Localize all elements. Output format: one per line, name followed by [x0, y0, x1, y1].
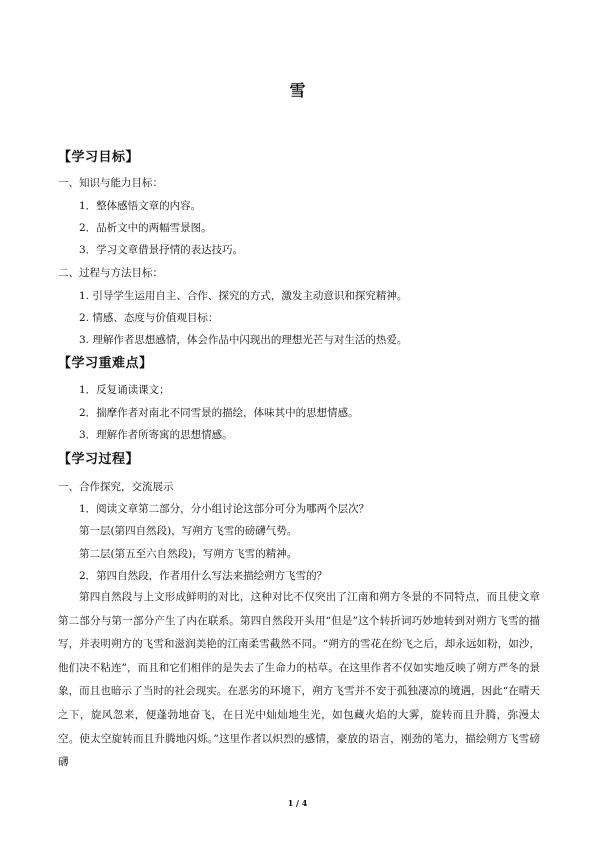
process-subheading-1: 一、合作探究，交流展示: [58, 481, 174, 493]
goals-item-2: 2．品析文中的两幅雪景图。: [79, 222, 212, 234]
goals-item-6: 3. 理解作者思想感情，体会作品中闪现出的理想光芒与对生活的热爱。: [79, 334, 408, 346]
goals-item-1: 1．整体感悟文章的内容。: [79, 200, 202, 212]
keypoints-item-2: 2．揣摩作者对南北不同雪景的描绘，体味其中的思想情感。: [79, 407, 359, 419]
goals-item-4: 1. 引导学生运用自主、合作、探究的方式，激发主动意识和探究精神。: [79, 290, 408, 302]
goals-subheading-1: 一、知识与能力目标：: [58, 177, 163, 189]
process-body-paragraph: 第四自然段与上文形成鲜明的对比，这种对比不仅突出了江南和朔方冬景的不同特点，而且使文章第二部分与第一部分产生了内在联系。第四自然段开头用“但是”这个转折词巧妙地转到对朔方飞雪的描写，并表明朔方的飞雪和滋润美艳的江南柔雪截然不同。“朔方的雪花在纷飞之后，却永远如粉，如沙，他们决不粘连”，而且和它们相伴的是失去了生命力的枯草。在这里作者不仅如实地反映了朔方严冬的景象，而且也暗示了当时的社会现实。在恶劣的环境下，朔方飞雪并不安于孤独凄凉的境遇，因此“在晴天之下，旋风忽来，便蓬勃地奋飞，在日光中灿灿地生光，如包藏火焰的大雾，旋转而且升腾，弥漫太空。使太空旋转而且升腾地闪烁。”这里作者以炽烈的感情，豪放的语言，刚劲的笔力，描绘朔方飞雪磅礴: [58, 591, 540, 769]
page-title: 雪: [289, 81, 306, 100]
keypoints-item-3: 3．理解作者所寄寓的思想情感。: [79, 429, 233, 441]
keypoints-item-1: 1．反复诵读课文；: [79, 384, 170, 396]
process-answer-1: 第一层(第四自然段)，写朔方飞雪的磅礴气势。: [79, 525, 298, 537]
section-heading-keypoints: 【学习重难点】: [58, 356, 153, 371]
process-question-2: 2．第四自然段，作者用什么写法来描绘朔方飞雪的？: [79, 570, 328, 582]
section-heading-process: 【学习过程】: [58, 452, 140, 467]
process-answer-2: 第二层(第五至六自然段)，写朔方飞雪的精神。: [79, 548, 298, 560]
process-question-1: 1．阅读文章第二部分，分小组讨论这部分可分为哪两个层次？: [79, 503, 370, 515]
section-heading-goals: 【学习目标】: [58, 150, 140, 165]
goals-item-5: 2. 情感、态度与价值观目标：: [79, 312, 219, 324]
goals-subheading-2: 二、过程与方法目标：: [58, 267, 163, 279]
goals-item-3: 3．学习文章借景抒情的表达技巧。: [79, 244, 244, 256]
page-number: 1 / 4: [287, 798, 308, 808]
